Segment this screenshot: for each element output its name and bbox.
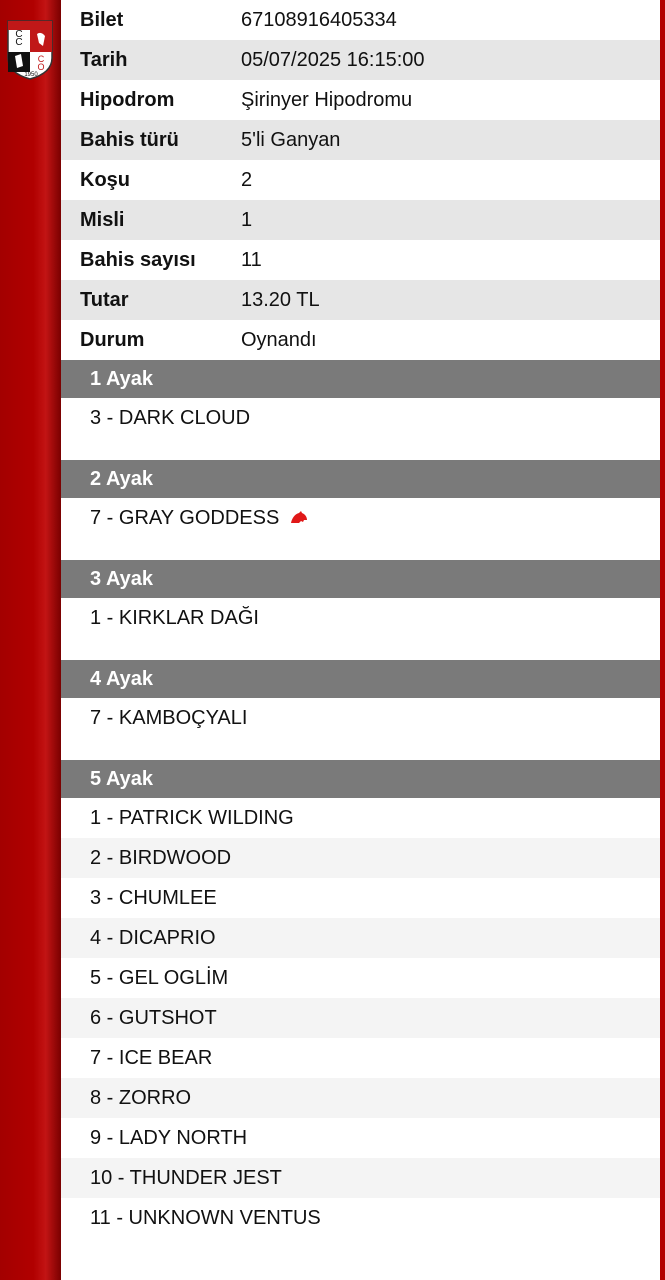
svg-text:C: C xyxy=(37,54,45,64)
horse-name: 7 - KAMBOÇYALI xyxy=(90,706,248,729)
info-label: Koşu xyxy=(80,168,130,191)
info-value: 2 xyxy=(241,168,253,191)
info-value: Oynandı xyxy=(241,328,317,351)
svg-text:C: C xyxy=(15,37,23,48)
horse-name: 6 - GUTSHOT xyxy=(90,1006,217,1029)
horse-name: 7 - ICE BEAR xyxy=(90,1046,213,1069)
info-label: Bahis türü xyxy=(80,128,179,151)
info-row xyxy=(61,280,660,320)
leg-selection-list xyxy=(61,498,660,560)
info-value: 5'li Ganyan xyxy=(241,128,341,151)
horse-selection xyxy=(61,1198,660,1238)
logo-year: 1950 xyxy=(24,72,38,78)
info-value: 13.20 TL xyxy=(241,288,320,311)
horse-selection xyxy=(61,838,660,878)
info-label: Misli xyxy=(80,208,125,231)
horse-selection xyxy=(61,998,660,1038)
info-value: 1 xyxy=(241,208,253,231)
info-row xyxy=(61,80,660,120)
horse-selection xyxy=(61,498,660,538)
horse-name: 1 - KIRKLAR DAĞI xyxy=(90,606,259,629)
info-label: Tutar xyxy=(80,288,129,311)
info-row xyxy=(61,40,660,80)
horse-selection xyxy=(61,398,660,438)
horse-name: 10 - THUNDER JEST xyxy=(90,1166,282,1189)
info-label: Bahis sayısı xyxy=(80,248,196,271)
red-horse-head-icon xyxy=(290,511,308,525)
info-row xyxy=(61,320,660,360)
info-label: Hipodrom xyxy=(80,88,175,111)
horse-name: 2 - BIRDWOOD xyxy=(90,846,232,869)
info-value: 11 xyxy=(241,248,262,271)
leg-selection-list xyxy=(61,798,660,1238)
info-label: Durum xyxy=(80,328,145,351)
info-label: Tarih xyxy=(80,48,128,71)
club-logo xyxy=(5,18,55,80)
leg-selection-list xyxy=(61,598,660,660)
horse-selection xyxy=(61,1158,660,1198)
info-row xyxy=(61,120,660,160)
horse-name: 1 - PATRICK WILDING xyxy=(90,806,294,829)
leg-header: 3 Ayak xyxy=(61,560,660,598)
leg-selection-list xyxy=(61,698,660,760)
horse-name: 8 - ZORRO xyxy=(90,1086,192,1109)
horse-selection xyxy=(61,878,660,918)
horse-selection xyxy=(61,1038,660,1078)
right-red-rail xyxy=(660,0,665,1280)
left-red-rail xyxy=(0,0,61,1280)
club-logo-icon xyxy=(5,18,55,80)
horse-selection xyxy=(61,1078,660,1118)
horse-selection xyxy=(61,698,660,738)
info-row xyxy=(61,0,660,40)
horse-name: 3 - DARK CLOUD xyxy=(90,406,251,429)
info-value: Şirinyer Hipodromu xyxy=(241,88,413,111)
info-value: 05/07/2025 16:15:00 xyxy=(241,48,425,71)
leg-header: 4 Ayak xyxy=(61,660,660,698)
info-row xyxy=(61,240,660,280)
horse-selection xyxy=(61,598,660,638)
horse-name: 7 - GRAY GODDESS xyxy=(90,506,280,529)
info-row xyxy=(61,160,660,200)
legs-list xyxy=(61,360,660,1238)
info-row xyxy=(61,200,660,240)
horse-name: 4 - DICAPRIO xyxy=(90,926,216,949)
horse-selection xyxy=(61,1118,660,1158)
ticket-info-table xyxy=(61,0,660,360)
leg-header: 2 Ayak xyxy=(61,460,660,498)
svg-text:C: C xyxy=(15,29,23,40)
horse-name: 5 - GEL OGLİM xyxy=(90,966,229,989)
horse-name: 9 - LADY NORTH xyxy=(90,1126,248,1149)
horse-name: 11 - UNKNOWN VENTUS xyxy=(90,1206,321,1229)
info-label: Bilet xyxy=(80,8,124,31)
info-value: 67108916405334 xyxy=(241,8,397,31)
ticket-content xyxy=(61,0,660,1238)
leg-header: 5 Ayak xyxy=(61,760,660,798)
horse-name: 3 - CHUMLEE xyxy=(90,886,217,909)
svg-text:O: O xyxy=(37,62,45,72)
leg-selection-list xyxy=(61,398,660,460)
horse-selection xyxy=(61,918,660,958)
horse-selection xyxy=(61,958,660,998)
horse-selection xyxy=(61,798,660,838)
leg-header: 1 Ayak xyxy=(61,360,660,398)
